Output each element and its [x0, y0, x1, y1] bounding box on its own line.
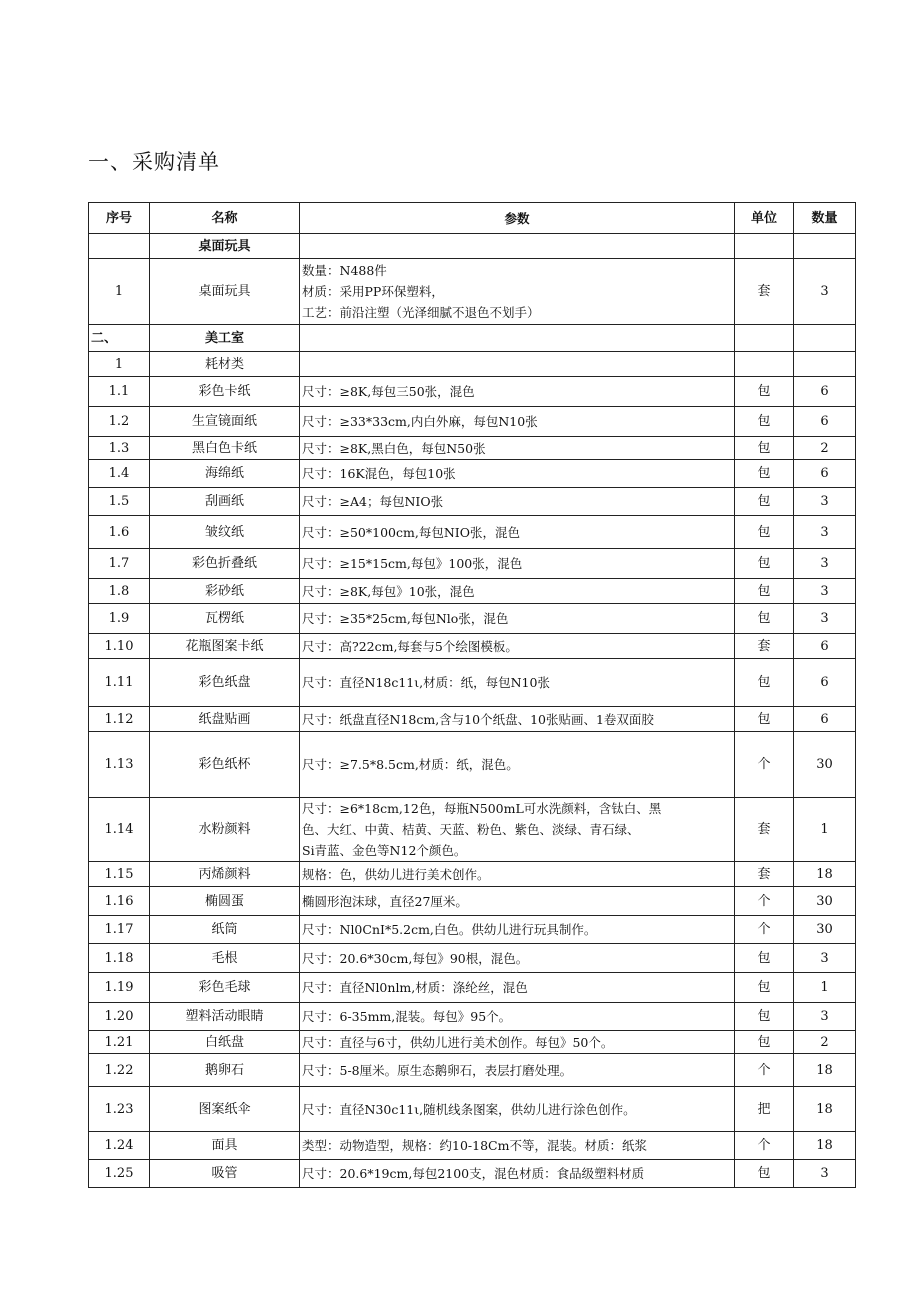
cell-param [300, 1031, 735, 1054]
cell-name: 纸筒 [150, 916, 300, 944]
cell-no: 1.10 [89, 634, 150, 659]
cell-param [300, 862, 735, 887]
cell-qty: 3 [794, 488, 856, 516]
cell-qty: 30 [794, 887, 856, 916]
cell-no: 二、 [89, 325, 150, 352]
param-line: 色、大红、中黄、桔黄、天蓝、粉色、紫色、淡绿、青石绿、 [302, 822, 640, 837]
cell-name: 彩色卡纸 [150, 377, 300, 407]
cell-param [300, 887, 735, 916]
cell-param [300, 1132, 735, 1160]
cell-param [300, 234, 735, 259]
cell-name: 刮画纸 [150, 488, 300, 516]
cell-name: 图案纸伞 [150, 1087, 300, 1132]
table-row [89, 1160, 856, 1188]
cell-no: 1.15 [89, 862, 150, 887]
cell-qty: 18 [794, 1087, 856, 1132]
cell-unit [735, 352, 794, 377]
cell-unit: 套 [735, 798, 794, 862]
cell-qty: 3 [794, 259, 856, 325]
cell-param [300, 579, 735, 604]
header-no: 序号 [89, 203, 150, 234]
table-row [89, 659, 856, 707]
cell-no: 1.24 [89, 1132, 150, 1160]
param-line: 尺寸：≥8K,每包三50张，混色 [302, 384, 475, 399]
cell-unit: 包 [735, 579, 794, 604]
table-row [89, 887, 856, 916]
cell-qty: 6 [794, 707, 856, 732]
cell-no: 1.22 [89, 1054, 150, 1087]
param-line: 尺寸：Nl0CnI*5.2cm,白色。供幼儿进行玩具制作。 [302, 922, 597, 937]
cell-unit: 个 [735, 916, 794, 944]
cell-name: 耗材类 [150, 352, 300, 377]
cell-no: 1.12 [89, 707, 150, 732]
table-header-row [89, 203, 856, 234]
table-row [89, 407, 856, 437]
cell-name: 海绵纸 [150, 460, 300, 488]
cell-param [300, 798, 735, 862]
cell-unit: 包 [735, 973, 794, 1003]
cell-name: 面具 [150, 1132, 300, 1160]
cell-unit: 包 [735, 516, 794, 549]
table-row [89, 1031, 856, 1054]
cell-param [300, 732, 735, 798]
cell-param [300, 1003, 735, 1031]
cell-no: 1.13 [89, 732, 150, 798]
table-row [89, 862, 856, 887]
cell-param [300, 1160, 735, 1188]
table-body [89, 234, 856, 1188]
cell-qty: 18 [794, 1132, 856, 1160]
cell-unit: 包 [735, 549, 794, 579]
cell-qty: 3 [794, 549, 856, 579]
table-row [89, 604, 856, 634]
cell-unit: 包 [735, 377, 794, 407]
cell-unit [735, 234, 794, 259]
cell-unit: 套 [735, 634, 794, 659]
param-line: 尺寸：直径与6寸，供幼儿进行美术创作。每包》50个。 [302, 1034, 614, 1050]
cell-param [300, 707, 735, 732]
cell-unit: 包 [735, 944, 794, 973]
param-line: 椭圆形泡沫球，直径27厘米。 [302, 893, 468, 909]
cell-unit: 个 [735, 887, 794, 916]
table-row [89, 579, 856, 604]
cell-param [300, 377, 735, 407]
param-line: 尺寸：20.6*30cm,每包》90根，混色。 [302, 950, 529, 966]
cell-name: 纸盘贴画 [150, 707, 300, 732]
cell-qty: 3 [794, 944, 856, 973]
table-row [89, 460, 856, 488]
cell-no: 1.2 [89, 407, 150, 437]
cell-name: 彩色毛球 [150, 973, 300, 1003]
param-line: 尺寸：纸盘直径N18cm,含与10个纸盘、10张贴画、1卷双面胶 [302, 711, 654, 727]
cell-name: 彩色纸杯 [150, 732, 300, 798]
cell-unit: 包 [735, 488, 794, 516]
table-row [89, 549, 856, 579]
table-row [89, 377, 856, 407]
cell-name: 塑料活动眼睛 [150, 1003, 300, 1031]
cell-no: 1.11 [89, 659, 150, 707]
table-row [89, 1132, 856, 1160]
cell-unit [735, 325, 794, 352]
param-line: 尺寸：≥15*15cm,每包》100张，混色 [302, 556, 523, 571]
cell-unit: 包 [735, 407, 794, 437]
table-row [89, 488, 856, 516]
table-row [89, 973, 856, 1003]
cell-param [300, 916, 735, 944]
cell-name: 黑白色卡纸 [150, 437, 300, 460]
cell-no [89, 234, 150, 259]
cell-no: 1.9 [89, 604, 150, 634]
cell-param [300, 352, 735, 377]
cell-qty: 2 [794, 437, 856, 460]
cell-no: 1.19 [89, 973, 150, 1003]
cell-qty: 30 [794, 916, 856, 944]
cell-name: 吸管 [150, 1160, 300, 1188]
cell-unit: 包 [735, 1031, 794, 1054]
cell-no: 1.21 [89, 1031, 150, 1054]
cell-name: 毛根 [150, 944, 300, 973]
cell-param [300, 634, 735, 659]
cell-param [300, 944, 735, 973]
cell-qty: 3 [794, 1003, 856, 1031]
cell-no: 1.18 [89, 944, 150, 973]
param-line: 尺寸：16K混色，每包10张 [302, 466, 456, 481]
cell-param [300, 973, 735, 1003]
cell-param [300, 460, 735, 488]
cell-name: 水粉颜料 [150, 798, 300, 862]
cell-param [300, 604, 735, 634]
cell-no: 1.23 [89, 1087, 150, 1132]
cell-no: 1.16 [89, 887, 150, 916]
cell-qty: 6 [794, 634, 856, 659]
cell-param [300, 1087, 735, 1132]
cell-no: 1.1 [89, 377, 150, 407]
param-line: 工艺：前沿注塑（光泽细腻不退色不划手） [302, 305, 540, 320]
param-line: 尺寸：直径N30c11ι,随机线条图案，供幼儿进行涂色创作。 [302, 1101, 636, 1117]
cell-no: 1.7 [89, 549, 150, 579]
cell-no: 1.5 [89, 488, 150, 516]
param-line: 尺寸：≥7.5*8.5cm,材质：纸，混色。 [302, 757, 519, 772]
param-line: 规格：色，供幼儿进行美术创作。 [302, 866, 490, 882]
cell-name: 彩砂纸 [150, 579, 300, 604]
header-name: 名称 [150, 203, 300, 234]
header-param: 参数 [300, 203, 735, 234]
cell-qty [794, 325, 856, 352]
cell-no: 1.4 [89, 460, 150, 488]
cell-name: 丙烯颜料 [150, 862, 300, 887]
table-row [89, 707, 856, 732]
cell-no: 1.6 [89, 516, 150, 549]
cell-qty: 1 [794, 798, 856, 862]
table-row [89, 1054, 856, 1087]
cell-no: 1 [89, 352, 150, 377]
table-row [89, 437, 856, 460]
cell-qty: 6 [794, 460, 856, 488]
cell-no: 1.14 [89, 798, 150, 862]
param-line: 尺寸：≥8K,黑白色，每包N50张 [302, 440, 486, 456]
cell-name: 彩色纸盘 [150, 659, 300, 707]
table-row [89, 1087, 856, 1132]
table-row [89, 798, 856, 862]
param-line: 尺寸：直径N18c11ι,材质：纸，每包N10张 [302, 675, 550, 690]
cell-param [300, 407, 735, 437]
table-row [89, 634, 856, 659]
cell-unit: 包 [735, 1003, 794, 1031]
table-row [89, 259, 856, 325]
cell-name: 白纸盘 [150, 1031, 300, 1054]
param-line: 尺寸：≥A4；每包NIO张 [302, 494, 444, 509]
cell-qty: 3 [794, 516, 856, 549]
cell-unit: 套 [735, 259, 794, 325]
param-line: 尺寸：≥33*33cm,内白外麻，每包N10张 [302, 414, 538, 429]
cell-name: 生宣镜面纸 [150, 407, 300, 437]
table-row [89, 516, 856, 549]
cell-name: 花瓶图案卡纸 [150, 634, 300, 659]
cell-no: 1.25 [89, 1160, 150, 1188]
cell-qty: 18 [794, 1054, 856, 1087]
param-line: 尺寸：≥6*18cm,12色，每瓶N500mL可水洗颜料，含钛白、黑 [302, 801, 662, 816]
param-line: 材质：采用PP环保塑料， [302, 284, 444, 299]
cell-unit: 个 [735, 1054, 794, 1087]
cell-qty: 6 [794, 659, 856, 707]
procurement-table [88, 202, 856, 1188]
param-line: 尺寸：20.6*19cm,每包2100支，混色材质：食品级塑料材质 [302, 1166, 645, 1181]
cell-unit: 包 [735, 604, 794, 634]
table-row [89, 234, 856, 259]
cell-qty: 30 [794, 732, 856, 798]
cell-unit: 把 [735, 1087, 794, 1132]
cell-unit: 套 [735, 862, 794, 887]
cell-param [300, 659, 735, 707]
table-row [89, 1003, 856, 1031]
param-line: 尺寸：高?22cm,每套与5个绘图模板。 [302, 638, 518, 654]
cell-qty: 6 [794, 407, 856, 437]
cell-param [300, 437, 735, 460]
cell-param [300, 325, 735, 352]
cell-no: 1.17 [89, 916, 150, 944]
cell-qty [794, 352, 856, 377]
cell-name: 鹅卵石 [150, 1054, 300, 1087]
param-line: 数量：N488件 [302, 263, 387, 278]
cell-qty: 18 [794, 862, 856, 887]
param-line: 尺寸：≥8K,每包》10张，混色 [302, 583, 475, 599]
cell-name: 桌面玩具 [150, 259, 300, 325]
param-line: 尺寸：≥50*100cm,每包NIO张，混色 [302, 524, 520, 540]
param-line: 类型：动物造型，规格：约10-18Cm不等，混装。材质：纸浆 [302, 1138, 647, 1153]
cell-unit: 包 [735, 1160, 794, 1188]
header-qty: 数量 [794, 203, 856, 234]
cell-param [300, 1054, 735, 1087]
cell-name: 皱纹纸 [150, 516, 300, 549]
cell-name: 瓦楞纸 [150, 604, 300, 634]
cell-no: 1 [89, 259, 150, 325]
param-line: 尺寸：6-35mm,混装。每包》95个。 [302, 1009, 512, 1024]
cell-qty: 1 [794, 973, 856, 1003]
table-row [89, 325, 856, 352]
cell-name: 椭圆蛋 [150, 887, 300, 916]
cell-name: 美工室 [150, 325, 300, 352]
cell-qty: 6 [794, 377, 856, 407]
cell-no: 1.20 [89, 1003, 150, 1031]
table-row [89, 944, 856, 973]
cell-qty: 2 [794, 1031, 856, 1054]
table-row [89, 352, 856, 377]
cell-name: 桌面玩具 [150, 234, 300, 259]
cell-qty: 3 [794, 1160, 856, 1188]
header-unit: 单位 [735, 203, 794, 234]
table-row [89, 732, 856, 798]
cell-unit: 包 [735, 460, 794, 488]
cell-qty: 3 [794, 604, 856, 634]
cell-unit: 个 [735, 732, 794, 798]
param-line: 尺寸：5-8厘米。原生态鹅卵石，表层打磨处理。 [302, 1062, 573, 1078]
param-line: 尺寸：直径Nl0nlm,材质：涤纶丝，混色 [302, 980, 528, 995]
cell-param [300, 516, 735, 549]
page-heading: 一、采购清单 [88, 150, 220, 174]
cell-qty [794, 234, 856, 259]
cell-param [300, 549, 735, 579]
param-line: 尺寸：≥35*25cm,每包Nlo张，混色 [302, 611, 509, 626]
cell-param [300, 259, 735, 325]
cell-unit: 个 [735, 1132, 794, 1160]
cell-unit: 包 [735, 659, 794, 707]
cell-no: 1.8 [89, 579, 150, 604]
cell-unit: 包 [735, 707, 794, 732]
cell-name: 彩色折叠纸 [150, 549, 300, 579]
cell-qty: 3 [794, 579, 856, 604]
cell-no: 1.3 [89, 437, 150, 460]
cell-param [300, 488, 735, 516]
cell-unit: 包 [735, 437, 794, 460]
table-row [89, 916, 856, 944]
param-line: Si青蓝、金色等N12个颜色。 [302, 843, 467, 858]
